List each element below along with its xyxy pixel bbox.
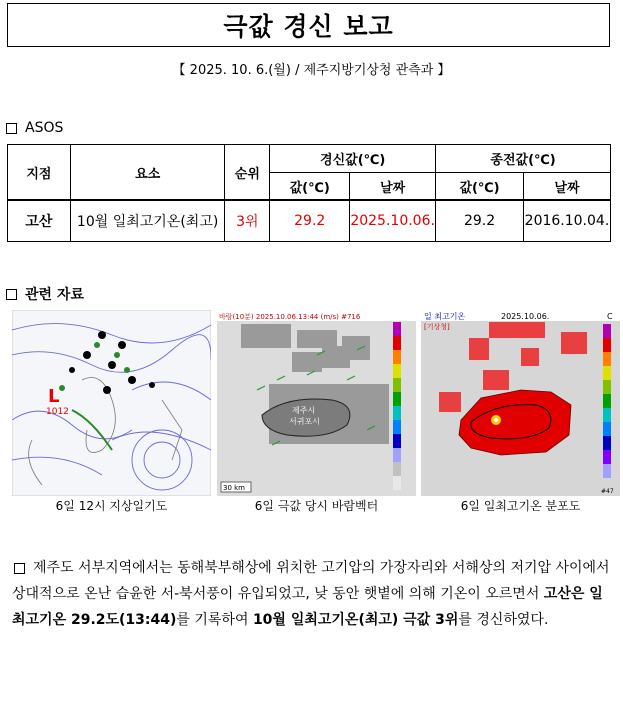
header-element: 요소 — [70, 145, 225, 201]
temp-map-unit: C — [607, 312, 613, 321]
max-temp-graphic — [421, 310, 620, 496]
header-previous: 종전값(℃) — [436, 145, 611, 173]
summary-bold-1: 고산은 일최고기온 29.2도(13:44) — [12, 586, 603, 628]
low-pressure-label: L — [48, 386, 60, 407]
cell-element: 10월 일최고기온(최고) — [70, 200, 225, 242]
section-related-label: 관련 자료 — [25, 287, 84, 303]
table-row — [8, 200, 611, 242]
header-old-value: 값(℃) — [436, 173, 524, 201]
header-new-value: 값(℃) — [270, 173, 350, 201]
asos-table — [7, 144, 611, 242]
caption-max-temp: 6일 일최고기온 분포도 — [460, 499, 581, 513]
wind-map-header: 바람(10분) 2025.10.06.13:44 (m/s) #716 — [219, 313, 361, 321]
caption-wind-vector: 6일 극값 당시 바람벡터 — [254, 499, 379, 513]
scale-label: 30 km — [223, 484, 246, 492]
header-new-date: 날짜 — [350, 173, 436, 201]
page-title: 극값 경신 보고 — [223, 12, 394, 41]
temp-map-tag: [기상청] — [424, 323, 450, 331]
report-subtitle: 【 2025. 10. 6.(월) / 제주지방기상청 관측과 】 — [172, 63, 451, 78]
table-header-row — [8, 145, 611, 173]
place-seogwipo: 서귀포시 — [289, 417, 320, 426]
title-box — [7, 3, 610, 47]
section-asos — [6, 120, 63, 136]
cell-rank: 3위 — [225, 200, 270, 242]
checkbox-square-icon — [6, 123, 17, 134]
temp-map-footer: #47 — [601, 488, 614, 495]
header-rank: 순위 — [225, 145, 270, 201]
wind-vector-map — [217, 310, 416, 496]
cell-old-value: 29.2 — [436, 200, 524, 242]
caption-weather-map: 6일 12시 지상일기도 — [55, 499, 168, 513]
section-asos-label: ASOS — [25, 120, 64, 136]
place-jeju: 제주시 — [292, 406, 316, 415]
wind-vector-graphic — [217, 310, 416, 496]
checkbox-square-icon — [14, 563, 25, 574]
summary-text-2: 를 기록하여 — [176, 612, 253, 628]
temp-map-date: 2025.10.06. — [501, 312, 550, 321]
summary-text-1: 제주도 서부지역에서는 동해북부해상에 위치한 고기압의 가장자리와 서해상의 저기압 사이에서 상대적으로 온난 습윤한 서-북서풍이 유입되었고, 낮 동안 햇볕에 의해 기온이 오르면서 — [12, 560, 610, 602]
header-old-date: 날짜 — [523, 173, 610, 201]
section-related — [6, 284, 84, 304]
summary-bold-2: 10월 일최고기온(최고) 극값 3위 — [252, 612, 459, 628]
surface-weather-map — [12, 310, 211, 496]
pressure-label: 1012 — [46, 407, 69, 417]
cell-new-date: 2025.10.06. — [350, 200, 436, 242]
cell-old-date: 2016.10.04. — [523, 200, 610, 242]
checkbox-square-icon — [6, 289, 17, 300]
summary-text-3: 를 경신하였다. — [458, 612, 549, 628]
weather-map-graphic — [12, 310, 211, 496]
summary-paragraph — [12, 555, 616, 633]
cell-station: 고산 — [8, 200, 71, 242]
header-station: 지점 — [8, 145, 71, 201]
cell-new-value: 29.2 — [270, 200, 350, 242]
temp-map-header: 일 최고기온 — [424, 312, 466, 321]
max-temp-map — [421, 310, 620, 496]
header-renewed: 경신값(℃) — [270, 145, 436, 173]
